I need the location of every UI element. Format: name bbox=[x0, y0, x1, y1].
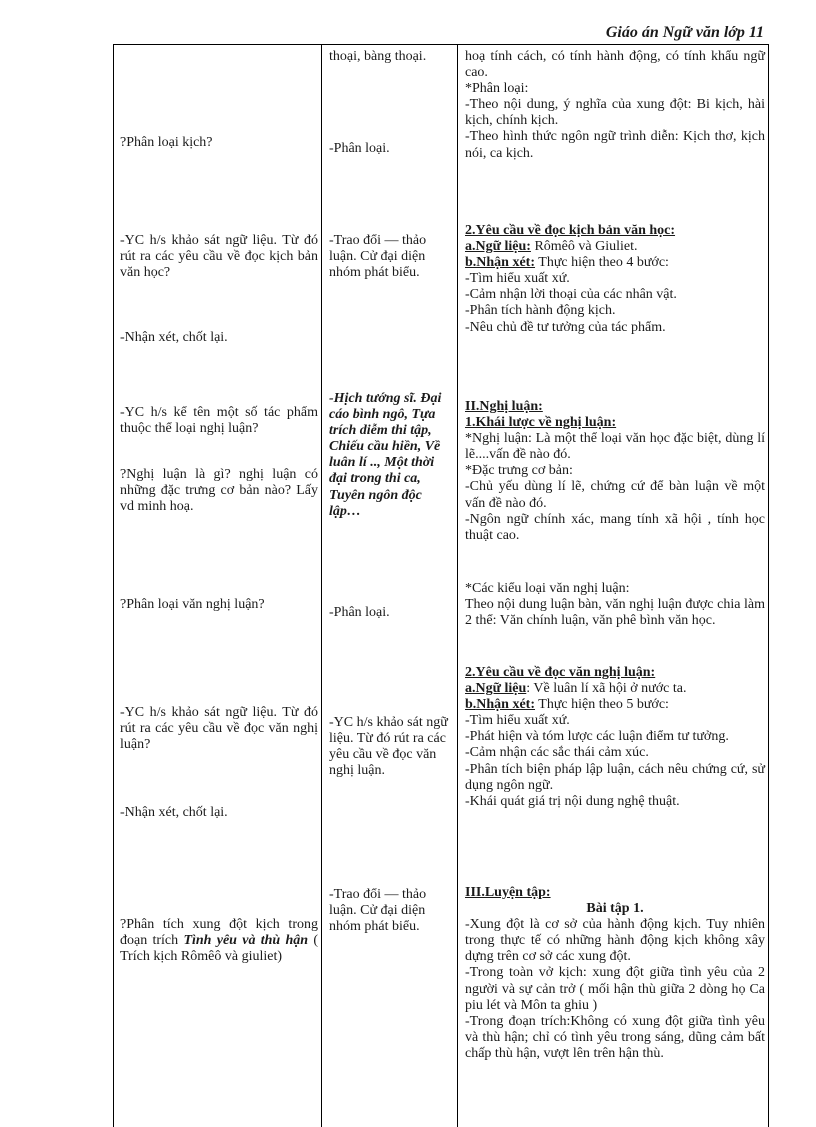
exercise-title: Bài tập 1. bbox=[586, 901, 644, 917]
content-line: *Đặc trưng cơ bản: bbox=[465, 463, 573, 479]
question-classify-drama: ?Phân loại kịch? bbox=[120, 135, 213, 150]
content-line: -Khái quát giá trị nội dung nghệ thuật. bbox=[465, 793, 680, 809]
content-line: -Theo nội dung, ý nghĩa của xung đột: Bi kịch, hài kịch, chính kịch. bbox=[465, 97, 765, 129]
question-text: ( Trích kịch Rômêô và giuliet) bbox=[120, 933, 318, 965]
content-label: a.Ngữ liệu: bbox=[465, 239, 531, 255]
column-divider bbox=[457, 45, 458, 1127]
lesson-table bbox=[113, 44, 769, 1127]
student-activity: -Trao đổi — thảo luận. Cử đại diện nhóm phát biểu. bbox=[329, 887, 427, 935]
argument-kinds bbox=[465, 581, 765, 629]
drama-section bbox=[465, 49, 765, 162]
column-divider bbox=[321, 45, 322, 1127]
content-line: -Theo hình thức ngôn ngữ trình diễn: Kịch thơ, kịch nói, ca kịch. bbox=[465, 129, 765, 161]
section-heading: II.Nghị luận: bbox=[465, 399, 543, 414]
content-line: -Xung đột là cơ sở của hành động kịch. Tuy nhiên trong thực tế có những hành động kịch không xây dựng trên cơ sở các xung đột. bbox=[465, 917, 765, 965]
argument-reading-section bbox=[465, 665, 765, 810]
argument-section bbox=[465, 399, 765, 544]
content-line: -Cảm nhận lời thoại của các nhân vật. bbox=[465, 287, 677, 303]
content-label: b.Nhận xét: bbox=[465, 697, 536, 713]
content-text: Rômêô và Giuliet. bbox=[530, 239, 638, 255]
content-line: *Các kiểu loại văn nghị luận: bbox=[465, 581, 630, 596]
content-label: a.Ngữ liệu bbox=[465, 681, 527, 697]
drama-reading-section bbox=[465, 223, 765, 336]
content-text: : Về luân lí xã hội ở nước ta. bbox=[526, 681, 687, 697]
content-line: -Chủ yếu dùng lí lẽ, chứng cứ để bàn luận về một vấn đề nào đó. bbox=[465, 479, 765, 511]
section-heading: 2.Yêu cầu về đọc văn nghị luận: bbox=[465, 665, 656, 680]
content-line bbox=[465, 255, 765, 271]
question-argument-requirements: -YC h/s khảo sát ngữ liệu. Từ đó rút ra các yêu cầu về đọc văn nghị luận? bbox=[120, 705, 318, 753]
content-text: Thực hiện theo 5 bước: bbox=[535, 697, 669, 713]
practice-section bbox=[465, 885, 765, 1062]
question-what-is-argument: ?Nghị luận là gì? nghị luận có những đặc trưng cơ bản nào? Lấy vd minh hoạ. bbox=[120, 467, 318, 515]
question-text: ?Phân tích xung đột kịch trong đoạn trích bbox=[120, 917, 318, 949]
student-activity: -Trao đổi — thảo luận. Cử đại diện nhóm phát biểu. bbox=[329, 233, 427, 281]
student-activity-works: -Hịch tướng sĩ. Đại cáo bình ngô, Tựa trích diễm thi tập, Chiếu cầu hiền, Về luân lí .., Một thời đại trong thi ca, Tuyên ngôn độc lập… bbox=[329, 391, 442, 519]
content-line: Theo nội dung luận bàn, văn nghị luận được chia làm 2 thể: Văn chính luận, văn phê bình văn học. bbox=[465, 597, 765, 629]
content-line bbox=[465, 697, 765, 713]
student-activity: -Phân loại. bbox=[329, 141, 390, 156]
section-subheading: 1.Khái lược về nghị luận: bbox=[465, 415, 617, 431]
content-line: -Nêu chủ đề tư tưởng của tác phẩm. bbox=[465, 319, 666, 335]
content-line bbox=[465, 681, 765, 697]
content-line: -Trong toàn vở kịch: xung đột giữa tình yêu của 2 người và sự cản trở ( mối hận thù giữa 2 dòng họ Ca piu lét và Môn ta ghiu ) bbox=[465, 965, 765, 1013]
content-line: *Nghị luận: Là một thể loại văn học đặc biệt, dùng lí lẽ....vấn đề nào đó. bbox=[465, 431, 765, 463]
content-line: -Ngôn ngữ chính xác, mang tính xã hội , tính học thuật cao. bbox=[465, 511, 765, 543]
content-line: -Cảm nhận các sắc thái cảm xúc. bbox=[465, 745, 649, 761]
student-activity: -Phân loại. bbox=[329, 605, 390, 620]
section-heading: 2.Yêu cầu về đọc kịch bản văn học: bbox=[465, 223, 676, 238]
content-line: -Trong đoạn trích:Không có xung đột giữa tình yêu và thù hận; chỉ có tình yêu trong sáng, dũng cảm bất chấp thù hận, vượt lên trên hận thù. bbox=[465, 1013, 765, 1061]
content-line: -Tìm hiểu xuất xứ. bbox=[465, 713, 570, 729]
question-classify-argument: ?Phân loại văn nghị luận? bbox=[120, 597, 265, 612]
content-line: hoạ tính cách, có tính hành động, có tính khẩu ngữ cao. bbox=[465, 49, 765, 81]
content-text: Thực hiện theo 4 bước: bbox=[535, 255, 669, 271]
content-line: -Phát hiện và tóm lược các luận điểm tư tưởng. bbox=[465, 729, 729, 745]
content-label: b.Nhận xét: bbox=[465, 255, 536, 271]
question-argument-works: -YC h/s kể tên một số tác phẩm thuộc thể loại nghị luận? bbox=[120, 405, 318, 437]
content-line: *Phân loại: bbox=[465, 81, 529, 97]
content-line bbox=[465, 239, 765, 255]
student-activity: -YC h/s khảo sát ngữ liệu. Từ đó rút ra các yêu cầu về đọc văn nghị luận. bbox=[329, 715, 448, 779]
question-analyze-conflict bbox=[120, 917, 318, 965]
teacher-comment: -Nhận xét, chốt lại. bbox=[120, 805, 228, 820]
question-drama-requirements: -YC h/s khảo sát ngữ liệu. Từ đó rút ra các yêu cầu về đọc kịch bản văn học? bbox=[120, 233, 318, 281]
content-line: -Tìm hiểu xuất xứ. bbox=[465, 271, 570, 287]
content-line: -Phân tích hành động kịch. bbox=[465, 303, 616, 319]
teacher-comment: -Nhận xét, chốt lại. bbox=[120, 330, 228, 345]
excerpt-title: Tình yêu và thù hận bbox=[183, 933, 309, 949]
student-activity: thoại, bàng thoại. bbox=[329, 49, 427, 64]
page-header: Giáo án Ngữ văn lớp 11 bbox=[605, 24, 764, 41]
content-line: -Phân tích biện pháp lập luận, cách nêu chứng cứ, sử dụng ngôn ngữ. bbox=[465, 761, 765, 793]
section-heading: III.Luyện tập: bbox=[465, 885, 551, 900]
